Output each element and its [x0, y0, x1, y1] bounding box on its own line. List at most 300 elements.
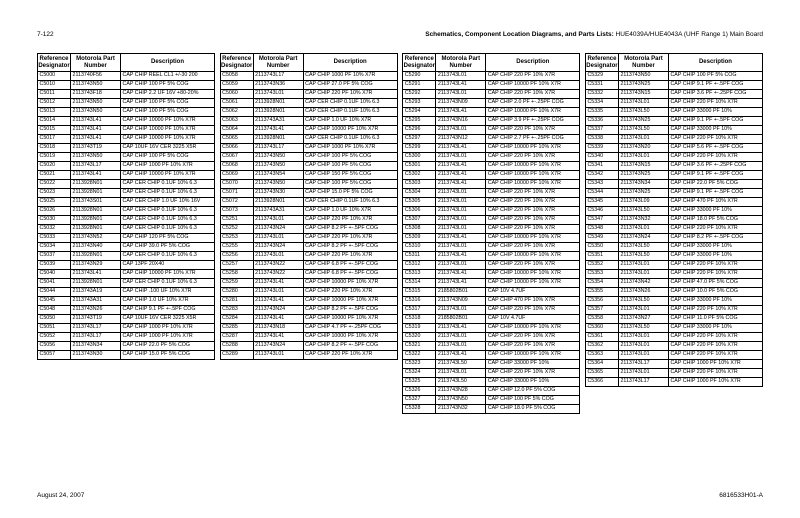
ref-designator: C5332	[585, 90, 618, 99]
table-row	[403, 270, 580, 279]
description: CAP CHIP 2.7 PF +-.25PF COG	[486, 135, 580, 144]
part-number: 2113743L01	[436, 72, 486, 81]
part-number: 2113743N15	[618, 162, 668, 171]
ref-designator: C5306	[403, 207, 436, 216]
part-number: 2113743N24	[253, 225, 303, 234]
part-number: 2113743L41	[436, 108, 486, 117]
table-row	[220, 99, 397, 108]
part-number: 2113743L41	[436, 252, 486, 261]
part-number: 2113743N40	[71, 243, 121, 252]
ref-designator: C5072	[220, 198, 253, 207]
ref-designator: C5305	[403, 198, 436, 207]
table-row	[585, 108, 762, 117]
description: CAP CHIP 3.6 PF +-.25PF COG	[668, 162, 762, 171]
ref-designator: C5313	[403, 270, 436, 279]
page-title	[425, 31, 763, 38]
table-row	[585, 99, 762, 108]
part-number: 2113743L41	[436, 351, 486, 360]
part-number: 2113743N16	[436, 117, 486, 126]
table-row	[38, 207, 215, 216]
table-row	[403, 153, 580, 162]
description: CAP CHIP 10000 PF 10% X7R	[486, 351, 580, 360]
description: CAP CHIP 220 PF 10% X7R	[668, 351, 762, 360]
table-row	[220, 297, 397, 306]
part-number: 2113743L50	[618, 243, 668, 252]
table-row	[220, 225, 397, 234]
table-row	[38, 99, 215, 108]
table-row	[585, 126, 762, 135]
part-number: 2113743L41	[71, 117, 121, 126]
part-number: 2113743L41	[71, 270, 121, 279]
description: CAP CHIP 220 PF 10% X7R	[486, 90, 580, 99]
description: CAP CHIP 100 PF 5% COG	[303, 153, 397, 162]
part-number: 2113743N12	[436, 135, 486, 144]
part-number: 2185802B01	[436, 288, 486, 297]
table-row	[220, 72, 397, 81]
table-row	[38, 324, 215, 333]
part-number: 2113743L41	[71, 135, 121, 144]
part-number: 2113743N50	[71, 99, 121, 108]
table-row	[403, 351, 580, 360]
description: CAP CHIP 10000 PF 10% X7R	[303, 315, 397, 324]
ref-designator: C5030	[38, 216, 71, 225]
table-row	[585, 243, 762, 252]
part-number: 2113743L41	[436, 279, 486, 288]
table-header-row	[403, 54, 580, 72]
table-row	[585, 378, 762, 387]
part-number: 2113743L01	[618, 333, 668, 342]
description: CAP CHIP 1000 PF 10% X7R	[303, 144, 397, 153]
ref-designator: C5314	[403, 279, 436, 288]
description: CAP CHIP 8.2 PF +-.5PF COG	[668, 234, 762, 243]
part-number: 2113743L17	[618, 360, 668, 369]
ref-designator: C5350	[585, 243, 618, 252]
description: CAP CHIP 8.2 PF +-.5PF COG	[303, 225, 397, 234]
description: CAP CHIP 220 PF 10% X7R	[486, 225, 580, 234]
ref-designator: C5301	[403, 162, 436, 171]
part-number: 2113743F18	[71, 90, 121, 99]
description: CAP CHIP 6.8 PF +-.5PF COG	[303, 270, 397, 279]
description: CAP CHIP 2.2 UF 16V +80-20%	[121, 90, 215, 99]
ref-designator: C5283	[220, 306, 253, 315]
part-number: 2113743L01	[253, 351, 303, 360]
description: CAP CHIP 22.0 PF 5% COG	[668, 180, 762, 189]
ref-designator: C5297	[403, 135, 436, 144]
ref-designator: C5363	[585, 351, 618, 360]
description: CAP CHIP 220 PF 10% X7R	[303, 90, 397, 99]
part-number: 2113743N50	[253, 162, 303, 171]
description: CAP CHIP .100 UF 10% X7R	[121, 288, 215, 297]
part-number: 2113740F56	[71, 72, 121, 81]
table-row	[38, 306, 215, 315]
table-row	[38, 297, 215, 306]
description: CAP CHIP 220 PF 10% X7R	[668, 333, 762, 342]
table-row	[585, 288, 762, 297]
table-row	[220, 351, 397, 360]
description: CAP CHIP 18.0 PF 5% COG	[486, 405, 580, 414]
description: CAP CHIP 220 PF 10% X7R	[303, 351, 397, 360]
description: CAP CHIP 100 PF 5% COG	[303, 162, 397, 171]
part-number: 2113743L01	[618, 99, 668, 108]
description: CAP CHIP 220 PF 10% X7R	[668, 369, 762, 378]
page-number: 7-122	[37, 31, 54, 38]
description: CAP CHIP 220 PF 10% X7R	[486, 207, 580, 216]
ref-designator: C5303	[403, 180, 436, 189]
part-number: 2113743L17	[71, 333, 121, 342]
ref-designator: C5329	[585, 72, 618, 81]
ref-designator: C5044	[38, 288, 71, 297]
part-number: 2113743N25	[618, 81, 668, 90]
description: CAP CHIP 10000 PF 10% X7R	[486, 144, 580, 153]
description: CAP CHIP 1000 PF 10% X7R	[121, 324, 215, 333]
part-number: 2113743L01	[618, 351, 668, 360]
description: CAP CHIP 220 PF 10% X7R	[668, 99, 762, 108]
table-row	[220, 243, 397, 252]
part-number: 2113928N01	[71, 207, 121, 216]
description: CAP CHIP 22.0 PF 5% COG	[121, 342, 215, 351]
description: CAP CHIP 10000 PF 10% X7R	[486, 81, 580, 90]
ref-designator: C5253	[220, 234, 253, 243]
part-number: 2113743N50	[436, 396, 486, 405]
part-number: 2113743L41	[253, 297, 303, 306]
column-header-part: Motorola Part Number	[71, 54, 121, 72]
table-row	[38, 90, 215, 99]
ref-designator: C5070	[220, 180, 253, 189]
table-row	[585, 81, 762, 90]
ref-designator: C5033	[38, 234, 71, 243]
part-number: 2113743N24	[253, 342, 303, 351]
column-header-ref: Reference Designator	[38, 54, 71, 72]
description: CAP CHIP 10000 PF 10% X7R	[486, 180, 580, 189]
ref-designator: C5342	[585, 171, 618, 180]
table-row	[585, 72, 762, 81]
ref-designator: C5258	[220, 270, 253, 279]
table-row	[403, 72, 580, 81]
description: CAP CHIP 9.1 PF +-.5PF COG	[121, 306, 215, 315]
description: CAP CHIP 150 PF 5% COG	[303, 171, 397, 180]
table-row	[403, 252, 580, 261]
part-number: 2113743N15	[618, 90, 668, 99]
description: CAP CHIP 100 PF 5% COG	[303, 180, 397, 189]
table-row	[585, 351, 762, 360]
description: CAP CHIP 33000 PF 10%	[486, 360, 580, 369]
part-number: 2113743L01	[618, 270, 668, 279]
description: CAP CHIP 47.0 PF 5% COG	[668, 279, 762, 288]
ref-designator: C5353	[585, 270, 618, 279]
part-number: 2113743N25	[618, 171, 668, 180]
table-row	[585, 198, 762, 207]
ref-designator: C5340	[585, 153, 618, 162]
description: CAP CHIP 100 PF 5% COG	[121, 99, 215, 108]
table-row	[403, 225, 580, 234]
description: CAP CHIP 3.6 PF +-.25PF COG	[668, 90, 762, 99]
description: CAP CHIP 9.1 PF +-.5PF COG	[668, 189, 762, 198]
ref-designator: C5062	[220, 108, 253, 117]
description: CAP CHIP 220 PF 10% X7R	[668, 261, 762, 270]
table-row	[403, 279, 580, 288]
table-row	[585, 144, 762, 153]
table-row	[585, 189, 762, 198]
description: CAP CHIP 1000 PF 10% X7R	[303, 72, 397, 81]
ref-designator: C5018	[38, 144, 71, 153]
part-number: 2113743N09	[436, 297, 486, 306]
ref-designator: C5364	[585, 360, 618, 369]
description: CAP CHIP 220 PF 10% X7R	[668, 270, 762, 279]
table-row	[220, 162, 397, 171]
table-header-row	[38, 54, 215, 72]
description: CAP 10UF 16V CER 3225 X5R	[121, 315, 215, 324]
part-number: 2113743N36	[253, 81, 303, 90]
table-row	[585, 90, 762, 99]
description: CAP CHIP 33000 PF 10%	[668, 297, 762, 306]
table-row	[38, 342, 215, 351]
footer-date: August 24, 2007	[37, 492, 85, 499]
part-number: 2113743L01	[618, 135, 668, 144]
part-number: 2113743T19	[71, 315, 121, 324]
table-row	[220, 333, 397, 342]
table-row	[220, 126, 397, 135]
description: CAP CHIP 220 PF 10% X7R	[486, 198, 580, 207]
description: CAP CER CHIP 0.1UF 10% 6.3	[121, 207, 215, 216]
part-number: 2113743L01	[436, 126, 486, 135]
part-number: 2113743L50	[436, 378, 486, 387]
table-row	[220, 324, 397, 333]
description: CAP CHIP 220 PF 10% X7R	[303, 288, 397, 297]
part-number: 2113743L41	[436, 162, 486, 171]
description: CAP CHIP 220 PF 10% X7R	[486, 189, 580, 198]
table-row	[220, 90, 397, 99]
ref-designator: C5349	[585, 234, 618, 243]
ref-designator: C5251	[220, 216, 253, 225]
part-number: 2113743L50	[618, 126, 668, 135]
column-header-ref: Reference Designator	[585, 54, 618, 72]
ref-designator: C5068	[220, 162, 253, 171]
table-row	[38, 261, 215, 270]
ref-designator: C5310	[403, 243, 436, 252]
description: CAP CHIP 10000 PF 10% X7R	[303, 297, 397, 306]
ref-designator: C5021	[38, 171, 71, 180]
part-number: 2113743N22	[253, 270, 303, 279]
ref-designator: C5058	[220, 72, 253, 81]
description: CAP CHIP 33000 PF 10%	[668, 126, 762, 135]
ref-designator: C5366	[585, 378, 618, 387]
ref-designator: C5352	[585, 261, 618, 270]
ref-designator: C5011	[38, 90, 71, 99]
description: CAP CHIP 10000 PF 10% X7R	[303, 126, 397, 135]
table-row	[38, 135, 215, 144]
table-row	[403, 297, 580, 306]
ref-designator: C5025	[38, 198, 71, 207]
table-row	[220, 144, 397, 153]
description: CAP CER CHIP 0.1UF 10% 6.3	[121, 216, 215, 225]
table-row	[403, 369, 580, 378]
ref-designator: C5280	[220, 288, 253, 297]
description: CAP CER CHIP 0.1UF 10% 6.3	[303, 108, 397, 117]
table-row	[38, 315, 215, 324]
description: CAP CER CHIP 0.1UF 10% 6.3	[121, 252, 215, 261]
parts-table	[220, 53, 398, 360]
table-row	[403, 243, 580, 252]
part-number: 2113743L01	[618, 261, 668, 270]
table-row	[403, 396, 580, 405]
column-header-ref: Reference Designator	[403, 54, 436, 72]
ref-designator: C5066	[220, 144, 253, 153]
description: CAP CHIP 220 PF 10% X7R	[303, 216, 397, 225]
table-row	[38, 279, 215, 288]
ref-designator: C5051	[38, 324, 71, 333]
ref-designator: C5315	[403, 288, 436, 297]
ref-designator: C5259	[220, 279, 253, 288]
table-row	[38, 225, 215, 234]
table-row	[38, 351, 215, 360]
table-row	[585, 360, 762, 369]
table-row	[403, 135, 580, 144]
description: CAP CHIP 18.0 PF 5% COG	[668, 216, 762, 225]
part-number: 2113743L01	[436, 333, 486, 342]
ref-designator: C5284	[220, 315, 253, 324]
table-row	[403, 261, 580, 270]
part-number: 2113743L41	[71, 126, 121, 135]
part-number: 2113743L41	[253, 126, 303, 135]
ref-designator: C5293	[403, 99, 436, 108]
part-number: 2113743N24	[618, 234, 668, 243]
table-row	[403, 198, 580, 207]
page-title-rest: HUE4039A/HUE4043A (UHF Range 1) Main Board	[613, 31, 763, 38]
ref-designator: C5056	[38, 342, 71, 351]
page-title-bold: Schematics, Component Location Diagrams, and Parts Lists:	[425, 31, 614, 38]
part-number: 2113743L01	[253, 90, 303, 99]
table-header-row	[220, 54, 397, 72]
part-number: 2113743L17	[253, 144, 303, 153]
description: CAP CHIP 100 PF 5% COG	[121, 108, 215, 117]
description: CAP CHIP 8.2 PF +-.5PF COG	[303, 306, 397, 315]
part-number: 2113743L01	[253, 252, 303, 261]
description: CAP CHIP 9.1 PF +-.5PF COG	[668, 171, 762, 180]
description: CAP CHIP 33000 PF 10%	[668, 207, 762, 216]
description: CAP CER CHIP 1.0 UF 10% 16V	[121, 198, 215, 207]
part-number: 2113743A31	[253, 117, 303, 126]
table-row	[585, 171, 762, 180]
table-row	[585, 333, 762, 342]
table-row	[585, 279, 762, 288]
part-number: 2113743L01	[436, 216, 486, 225]
table-row	[403, 117, 580, 126]
table-row	[38, 153, 215, 162]
table-row	[38, 81, 215, 90]
part-number: 2113743L41	[436, 270, 486, 279]
ref-designator: C5302	[403, 171, 436, 180]
description: CAP CHIP 1.0 UF 10% X7R	[303, 117, 397, 126]
ref-designator: C5319	[403, 324, 436, 333]
part-number: 2113928N01	[71, 189, 121, 198]
part-number: 2113743L01	[253, 216, 303, 225]
description: CAP CHIP 6.8 PF +-.5PF COG	[303, 261, 397, 270]
part-number: 2113743N27	[618, 315, 668, 324]
ref-designator: C5292	[403, 90, 436, 99]
table-row	[403, 306, 580, 315]
table-row	[38, 333, 215, 342]
description: CAP CHIP 33000 PF 10%	[668, 324, 762, 333]
description: CAP CER CHIP 0.1UF 10% 6.3	[303, 198, 397, 207]
column-header-ref: Reference Designator	[220, 54, 253, 72]
ref-designator: C5050	[38, 315, 71, 324]
ref-designator: C5309	[403, 234, 436, 243]
ref-designator: C5073	[220, 207, 253, 216]
description: CAP CHIP 10000 PF 10% X7R	[486, 162, 580, 171]
description: CAP CER CHIP 0.1UF 10% 6.3	[303, 135, 397, 144]
table-row	[403, 126, 580, 135]
description: CAP CHIP 10000 PF 10% X7R	[486, 252, 580, 261]
part-number: 2113743N34	[618, 180, 668, 189]
description: CAP CHIP 10.0 PF 5% COG	[668, 288, 762, 297]
part-number: 2113743L41	[253, 333, 303, 342]
description: CAP CHIP 1000 PF 10% X7R	[668, 378, 762, 387]
part-number: 2113928N01	[253, 108, 303, 117]
part-number: 2113743L17	[618, 378, 668, 387]
ref-designator: C5346	[585, 207, 618, 216]
description: CAP CHIP 27.0 PF 5% COG	[303, 81, 397, 90]
ref-designator: C5351	[585, 252, 618, 261]
column-header-desc: Description	[486, 54, 580, 72]
table-row	[220, 198, 397, 207]
description: CAP CHIP 39.0 PF 5% COG	[121, 243, 215, 252]
description: CAP CHIP 220 PF 10% X7R	[303, 252, 397, 261]
description: CAP CHIP 10000 PF 10% X7R	[486, 279, 580, 288]
description: CAP CER CHIP 0.1UF 10% 6.3	[121, 279, 215, 288]
ref-designator: C5308	[403, 225, 436, 234]
table-row	[38, 243, 215, 252]
ref-designator: C5290	[403, 72, 436, 81]
table-row	[403, 144, 580, 153]
description: CAP CHIP 33000 PF 10%	[668, 108, 762, 117]
ref-designator: C5320	[403, 333, 436, 342]
table-row	[220, 81, 397, 90]
table-header-row	[585, 54, 762, 72]
description: CAP CHIP 10000 PF 10% X7R	[121, 135, 215, 144]
part-number: 2185802B01	[436, 315, 486, 324]
part-number: 2113743L01	[253, 234, 303, 243]
part-number: 2113743L01	[436, 189, 486, 198]
part-number: 2113743N42	[618, 279, 668, 288]
description: CAP CHIP 12.0 PF 5% COG	[486, 387, 580, 396]
ref-designator: C5312	[403, 261, 436, 270]
part-number: 2113743L41	[253, 315, 303, 324]
ref-designator: C5361	[585, 333, 618, 342]
description: CAP CHIP 10000 PF 10% X7R	[486, 171, 580, 180]
table-row	[585, 117, 762, 126]
ref-designator: C5304	[403, 189, 436, 198]
description: CAP CHIP 470 PF 10% X7R	[486, 297, 580, 306]
parts-table	[585, 53, 763, 387]
part-number: 2113928N01	[71, 225, 121, 234]
ref-designator: C5322	[403, 351, 436, 360]
part-number: 2113743N32	[436, 405, 486, 414]
part-number: 2113743L41	[436, 81, 486, 90]
ref-designator: C5256	[220, 252, 253, 261]
part-number: 2113743L41	[436, 144, 486, 153]
part-number: 2113928N01	[71, 216, 121, 225]
part-number: 2113743N20	[618, 144, 668, 153]
ref-designator: C5017	[38, 135, 71, 144]
table-row	[220, 270, 397, 279]
part-number: 2113743L17	[71, 162, 121, 171]
table-row	[403, 324, 580, 333]
ref-designator: C5336	[585, 117, 618, 126]
table-row	[403, 180, 580, 189]
part-number: 2113743N26	[71, 306, 121, 315]
ref-designator: C5328	[403, 405, 436, 414]
column-header-part: Motorola Part Number	[618, 54, 668, 72]
